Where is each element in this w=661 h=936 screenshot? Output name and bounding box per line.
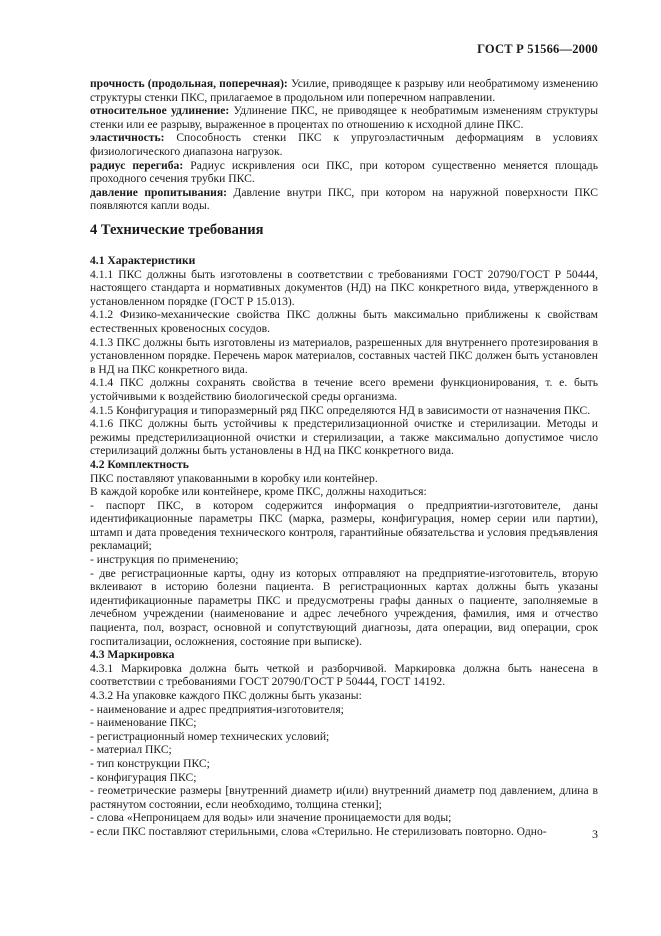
definition-impregnation-pressure <box>90 186 598 213</box>
list-item: - наименование ПКС; <box>90 716 197 730</box>
list-item: - инструкция по применению; <box>90 553 239 567</box>
list-item: - геометрические размеры [внутренний диаметр и(или) внутренний диаметр под давлением, длина в растянутом состоянии, если необходимо, толщина стенки]; <box>90 784 598 811</box>
list-item: - слова «Непроницаем для воды» или значение проницаемости для воды; <box>90 811 452 825</box>
definition-strength <box>90 77 598 104</box>
paragraph: ПКС поставляют упакованными в коробку или контейнер. <box>90 471 378 485</box>
section-body <box>90 254 598 839</box>
clause-4-1-1: 4.1.1 ПКС должны быть изготовлены в соответствии с требованиями ГОСТ 20790/ГОСТ Р 50444, настоящего стандарта и нормативных документов (НД) на ПКС конкретного вида, утвержденного в установленном порядке (ГОСТ Р 15.013). <box>90 267 598 308</box>
term: прочность (продольная, поперечная): <box>90 77 288 90</box>
subsection-title: 4.2 Комплектность <box>90 457 189 471</box>
list-item: - конфигурация ПКС; <box>90 770 197 784</box>
list-item: - тип конструкции ПКС; <box>90 756 210 770</box>
definition-bend-radius <box>90 159 598 186</box>
clause-4-3-1: 4.3.1 Маркировка должна быть четкой и разборчивой. Маркировка должна быть нанесена в соответствии с требованиями ГОСТ 20790/ГОСТ Р 50444, ГОСТ 14192. <box>90 661 598 689</box>
section-title: 4 Технические требования <box>90 222 264 238</box>
list-item: - две регистрационные карты, одну из которых отправляют на предприятие-изготовитель, вторую вклеивают в историю болезни пациента. В регистрационных картах должны быть указаны идентификационные параметры ПКС и предусмотрены графы данных о пациенте, заполняемые в лечебном учреждении (наименование и адрес лечебного учреждения, фамилия, имя и отчество пациента, пол, возраст, основной и сопутствующий диагнозы, дата операции, вид операции, срок госпитализации, осложнения, состояние при выписке). <box>90 566 598 648</box>
clause-4-3-2: 4.3.2 На упаковке каждого ПКС должны быть указаны: <box>90 689 362 702</box>
clause-4-1-6: 4.1.6 ПКС должны быть устойчивы к предстерилизационной очистке и стерилизации. Методы и режимы предстерилизационной очистки и стерилизации, а также максимально допустимое число стерилизаций должны быть установлены в НД на ПКС конкретного вида. <box>90 417 598 458</box>
definition-elasticity <box>90 131 598 158</box>
definition-text: Давление внутри ПКС, при котором на наружной поверхности ПКС появляются капли воды. <box>90 185 598 213</box>
term: эластичность: <box>90 131 165 145</box>
definition-text: Усилие, приводящее к разрыву или необратимому изменению структуры стенки ПКС, прилагаемое в продольном или поперечном направлении. <box>90 77 598 104</box>
subsection-title: 4.3 Маркировка <box>90 648 175 662</box>
paragraph: В каждой коробке или контейнере, кроме ПКС, должны находиться: <box>90 485 427 499</box>
term: давление пропитывания: <box>90 185 227 199</box>
page-number: 3 <box>592 827 598 841</box>
definition-text: Радиус искривления оси ПКС, при котором существенно меняется площадь проходного сечения трубки ПКС. <box>90 158 598 186</box>
list-item: - материал ПКС; <box>90 743 172 757</box>
definition-text: Способность стенки ПКС к упругоэластичным деформациям в условиях физиологического диапазона нагрузок. <box>90 131 598 158</box>
clause-4-1-2: 4.1.2 Физико-механические свойства ПКС должны быть максимально приближены к свойствам естественных кровеносных сосудов. <box>90 308 598 335</box>
subsection-title: 4.1 Характеристики <box>90 254 196 267</box>
list-item: - наименование и адрес предприятия-изготовителя; <box>90 702 344 716</box>
definition-text: Удлинение ПКС, не приводящее к необратимым изменениям структуры стенки или ее разрыву, выраженное в процентах по отношению к исходной длине ПКС. <box>90 104 598 131</box>
list-item: - если ПКС поставляют стерильными, слова «Стерильно. Не стерилизовать повторно. Одно- <box>90 824 547 838</box>
clause-4-1-4: 4.1.4 ПКС должны сохранять свойства в течение всего времени функционирования, т. е. быть устойчивыми к воздействию биологической среды организма. <box>90 376 598 403</box>
term: относительное удлинение: <box>90 104 230 118</box>
definition-elongation <box>90 104 598 131</box>
list-item: - регистрационный номер технических условий; <box>90 729 330 743</box>
list-item: - паспорт ПКС, в котором содержится информация о предприятии-изготовителе, даны идентификационные параметры ПКС (марка, размеры, конфигурация, номер серии или партии), штамп и дата проведения технического контроля, гарантийные обязательства и условия предъявления рекламаций; <box>90 498 598 553</box>
clause-4-1-5: 4.1.5 Конфигурация и типоразмерный ряд ПКС определяются НД в зависимости от назначения ПКС. <box>90 403 591 417</box>
definitions-block <box>90 77 598 213</box>
term: радиус перегиба: <box>90 158 184 172</box>
document-code: ГОСТ Р 51566—2000 <box>477 42 598 56</box>
clause-4-1-3: 4.1.3 ПКС должны быть изготовлены из материалов, разрешенных для внутреннего протезирования в установленном порядке. Перечень марок материалов, составных частей ПКС должен быть установлен в НД на ПКС конкретного вида. <box>90 335 598 376</box>
